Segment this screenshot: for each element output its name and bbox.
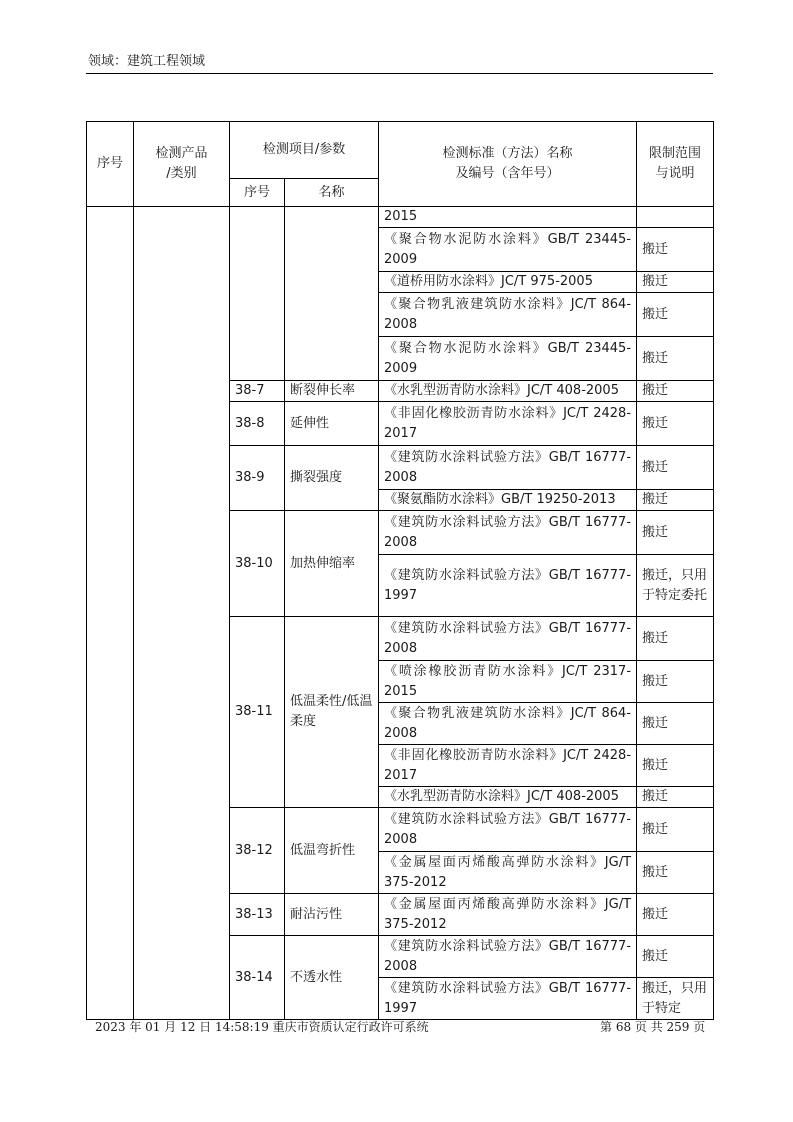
standard-cell: 《聚合物乳液建筑防水涂料》JC/T 864-2008 xyxy=(379,703,637,745)
item-name-cell: 加热伸缩率 xyxy=(285,511,379,617)
standard-cell: 2015 xyxy=(379,207,637,228)
standard-cell: 《聚合物乳液建筑防水涂料》JC/T 864-2008 xyxy=(379,293,637,337)
header-item-name: 名称 xyxy=(285,179,379,207)
limit-cell: 搬迁 xyxy=(637,402,714,446)
item-name-cell: 不透水性 xyxy=(285,936,379,1020)
standard-cell: 《非固化橡胶沥青防水涂料》JC/T 2428-2017 xyxy=(379,402,637,446)
item-number-cell: 38-14 xyxy=(230,936,285,1020)
item-number-cell: 38-7 xyxy=(230,381,285,402)
limit-cell: 搬迁 xyxy=(637,745,714,787)
limit-cell: 搬迁 xyxy=(637,787,714,808)
limit-cell: 搬迁 xyxy=(637,490,714,511)
limit-cell: 搬迁 xyxy=(637,894,714,936)
standard-cell: 《建筑防水涂料试验方法》GB/T 16777-1997 xyxy=(379,555,637,617)
standard-cell: 《建筑防水涂料试验方法》GB/T 16777-2008 xyxy=(379,808,637,852)
limit-cell: 搬迁 xyxy=(637,661,714,703)
limit-cell: 搬迁，只用于特定委托 xyxy=(637,555,714,617)
limit-cell: 搬迁 xyxy=(637,511,714,555)
header-seq: 序号 xyxy=(87,122,134,207)
limit-cell: 搬迁 xyxy=(637,852,714,894)
item-number-cell: 38-11 xyxy=(230,617,285,808)
item-name-cell-continued xyxy=(285,207,379,381)
table-row xyxy=(87,207,714,228)
item-name-cell: 延伸性 xyxy=(285,402,379,446)
item-number-cell: 38-8 xyxy=(230,402,285,446)
item-number-cell: 38-13 xyxy=(230,894,285,936)
limit-cell: 搬迁 xyxy=(637,381,714,402)
header-divider xyxy=(86,73,713,74)
limit-cell: 搬迁 xyxy=(637,337,714,381)
limit-cell: 搬迁，只用于特定 xyxy=(637,978,714,1020)
standard-cell: 《建筑防水涂料试验方法》GB/T 16777-2008 xyxy=(379,617,637,661)
standard-cell: 《建筑防水涂料试验方法》GB/T 16777-2008 xyxy=(379,446,637,490)
header-product-category: 检测产品 /类别 xyxy=(134,122,230,207)
standard-cell: 《道桥用防水涂料》JC/T 975-2005 xyxy=(379,272,637,293)
item-name-cell: 撕裂强度 xyxy=(285,446,379,511)
footer-timestamp-system: 2023 年 01 月 12 日 14:58:19 重庆市资质认定行政许可系统 xyxy=(95,1020,429,1034)
header-standard: 检测标准（方法）名称 及编号（含年号） xyxy=(379,122,637,207)
limit-cell: 搬迁 xyxy=(637,617,714,661)
limit-cell xyxy=(637,207,714,228)
item-name-cell: 耐沾污性 xyxy=(285,894,379,936)
limit-cell: 搬迁 xyxy=(637,808,714,852)
product-cell-blank xyxy=(134,207,230,1020)
item-number-cell: 38-10 xyxy=(230,511,285,617)
header-test-items: 检测项目/参数 xyxy=(230,122,379,179)
header-item-seq: 序号 xyxy=(230,179,285,207)
standard-cell: 《聚合物水泥防水涂料》GB/T 23445-2009 xyxy=(379,337,637,381)
limit-cell: 搬迁 xyxy=(637,936,714,978)
item-name-cell: 低温柔性/低温柔度 xyxy=(285,617,379,808)
standard-cell: 《聚合物水泥防水涂料》GB/T 23445-2009 xyxy=(379,228,637,272)
item-number-cell: 38-12 xyxy=(230,808,285,894)
standard-cell: 《非固化橡胶沥青防水涂料》JC/T 2428-2017 xyxy=(379,745,637,787)
standard-cell: 《建筑防水涂料试验方法》GB/T 16777-2008 xyxy=(379,511,637,555)
standard-cell: 《水乳型沥青防水涂料》JC/T 408-2005 xyxy=(379,787,637,808)
limit-cell: 搬迁 xyxy=(637,446,714,490)
test-standards-table xyxy=(86,121,714,1020)
standard-cell: 《金属屋面丙烯酸高弹防水涂料》JG/T 375-2012 xyxy=(379,852,637,894)
standard-cell: 《金属屋面丙烯酸高弹防水涂料》JG/T 375-2012 xyxy=(379,894,637,936)
standard-cell: 《建筑防水涂料试验方法》GB/T 16777-2008 xyxy=(379,936,637,978)
standard-cell: 《建筑防水涂料试验方法》GB/T 16777-1997 xyxy=(379,978,637,1020)
header-limit: 限制范围 与说明 xyxy=(637,122,714,207)
standard-cell: 《水乳型沥青防水涂料》JC/T 408-2005 xyxy=(379,381,637,402)
item-number-cell: 38-9 xyxy=(230,446,285,511)
limit-cell: 搬迁 xyxy=(637,272,714,293)
limit-cell: 搬迁 xyxy=(637,293,714,337)
standard-cell: 《喷涂橡胶沥青防水涂料》JC/T 2317-2015 xyxy=(379,661,637,703)
item-seq-cell-continued xyxy=(230,207,285,381)
seq-cell-blank xyxy=(87,207,134,1020)
limit-cell: 搬迁 xyxy=(637,703,714,745)
limit-cell: 搬迁 xyxy=(637,228,714,272)
page-header-domain: 领域：建筑工程领域 xyxy=(88,54,206,69)
item-name-cell: 断裂伸长率 xyxy=(285,381,379,402)
item-name-cell: 低温弯折性 xyxy=(285,808,379,894)
footer-page-number: 第 68 页 共 259 页 xyxy=(600,1020,706,1034)
standard-cell: 《聚氨酯防水涂料》GB/T 19250-2013 xyxy=(379,490,637,511)
